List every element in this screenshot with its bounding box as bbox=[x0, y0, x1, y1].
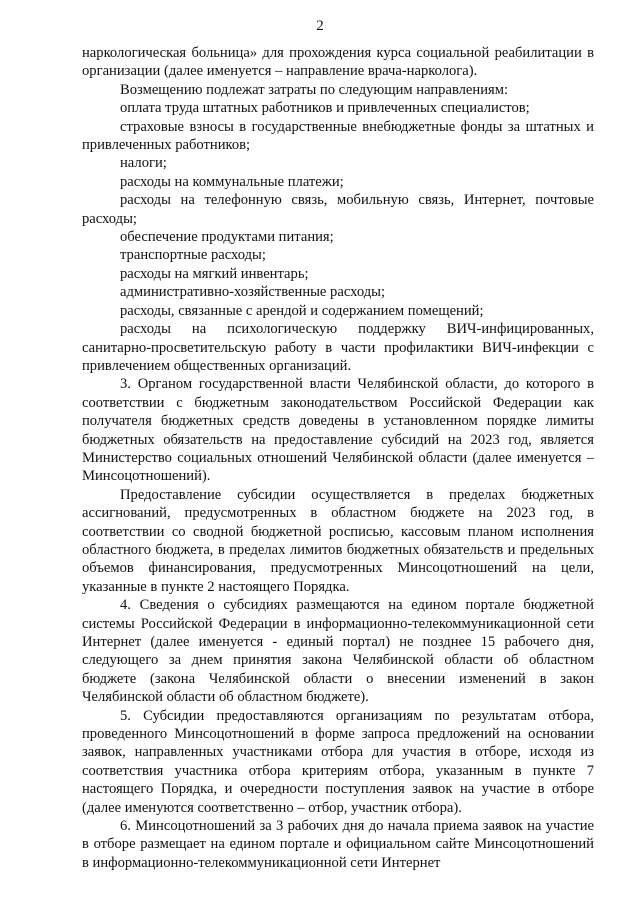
paragraph: 6. Минсоцотношений за 3 рабочих дня до начала приема заявок на участие в отборе размещает на едином портале и официальном сайте Минсоцотношений в информационно-телекоммуникационной сети Интернет bbox=[82, 818, 594, 871]
paragraph: 4. Сведения о субсидиях размещаются на едином портале бюджетной системы Российской Федерации в информационно-телекоммуникационной сети Интернет (далее именуется - единый портал) не позднее 15 рабочего дня, следующего за днем принятия закона Челябинской области об областном бюджете (закона Челябинской области о внесении изменений в закон Челябинской области об областном бюджете). bbox=[82, 597, 594, 706]
paragraph: Предоставление субсидии осуществляется в пределах бюджетных ассигнований, предусмотренных в областном бюджете на 2023 год, в соответствии со сводной бюджетной росписью, кассовым планом исполнения областного бюджета, в пределах лимитов бюджетных обязательств и предельных объемов финансирования, предусмотренных Минсоцотношений на цели, указанные в пункте 2 настоящего Порядка. bbox=[82, 486, 594, 595]
paragraph: налоги; bbox=[120, 155, 167, 172]
paragraph: расходы на мягкий инвентарь; bbox=[120, 265, 309, 282]
paragraph: 5. Субсидии предоставляются организациям по результатам отбора, проведенного Минсоцотношений в форме запроса предложений на основании заявок, направленных участниками отбора для участия в отборе, исходя из соответствия участника отбора критериям отбора, указанным в пункте 7 настоящего Порядка, и очередности поступления заявок на участие в отборе (далее именуются соответственно – отбор, участник отбора). bbox=[82, 707, 594, 816]
page-number: 2 bbox=[316, 18, 324, 34]
paragraph: наркологическая больница» для прохождения курса социальной реабилитации в организации (далее именуется – направление врача-нарколога). bbox=[82, 45, 594, 80]
paragraph: транспортные расходы; bbox=[120, 247, 266, 264]
paragraph: расходы на коммунальные платежи; bbox=[120, 173, 344, 190]
paragraph: оплата труда штатных работников и привлеченных специалистов; bbox=[120, 100, 530, 117]
paragraph: расходы, связанные с арендой и содержанием помещений; bbox=[120, 302, 484, 319]
paragraph: расходы на психологическую поддержку ВИЧ-инфицированных, санитарно-просветительскую работу в части профилактики ВИЧ-инфекции с привлечением общественных организаций. bbox=[82, 321, 594, 374]
paragraph: Возмещению подлежат затраты по следующим направлениям: bbox=[120, 81, 509, 98]
paragraph: страховые взносы в государственные внебюджетные фонды за штатных и привлеченных работников; bbox=[82, 118, 594, 154]
paragraph: административно-хозяйственные расходы; bbox=[120, 284, 386, 301]
paragraph: обеспечение продуктами питания; bbox=[120, 229, 334, 246]
paragraph: расходы на телефонную связь, мобильную связь, Интернет, почтовые расходы; bbox=[82, 192, 594, 227]
document-body bbox=[82, 44, 594, 872]
paragraph: 3. Органом государственной власти Челябинской области, до которого в соответствии с бюджетным законодательством Российской Федерации как получателя бюджетных средств доведены в установленном порядке лимиты бюджетных обязательств на предоставление субсидий на 2023 год, является Министерство социальных отношений Челябинской области (далее именуется – Минсоцотношений). bbox=[82, 376, 594, 485]
